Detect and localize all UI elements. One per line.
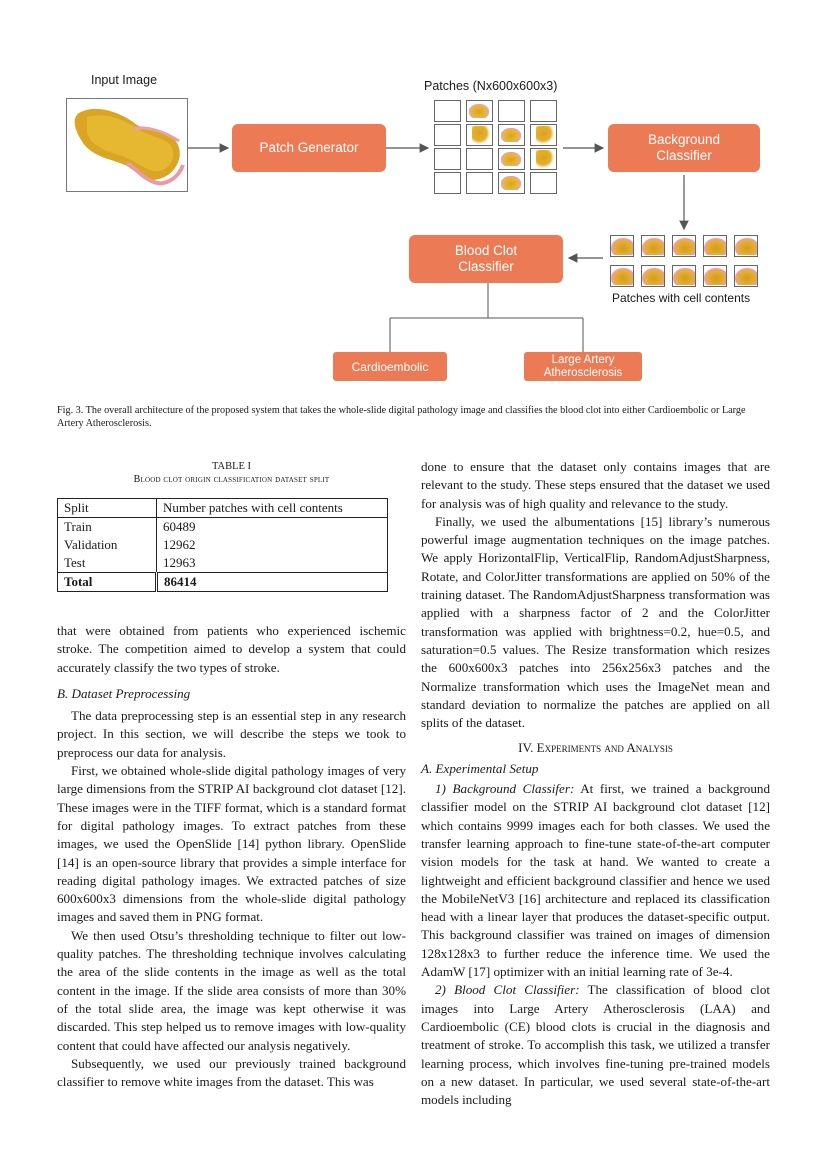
patches-with-cell-label: Patches with cell contents (612, 291, 751, 305)
table-cell: 12962 (163, 537, 196, 552)
table-row (58, 536, 388, 554)
paragraph: We then used Otsu’s thresholding technique to filter out low-quality patches. The thresholding technique involves calculating the area of the slide contents in the image as well as the total content in the image. If the slide area consists of more than 30% of the total slide area, the image was kept otherwise it was discarded. This step helped us to remove images with low-quality content that could have affected our analysis negatively. (57, 927, 406, 1053)
table-header-row (58, 499, 388, 518)
paragraph (421, 780, 770, 981)
paragraph: The data preprocessing step is an essential step in any research project. In this section, we will describe the steps we took to preprocess our data for analysis. (57, 708, 406, 760)
table-cell: Total (58, 573, 157, 592)
paragraph: First, we obtained whole-slide digital pathology images of very large dimensions from the STRIP AI background clot dataset [12]. These images were in the TIFF format, which is a standard format for digital pathology images. To extract patches from these images, we used the OpenSlide [14] python library. OpenSlide [14] is an open-source library that provides a simple interface for reading digital pathology images. We extracted patches of size 600x600x3 dimensions from the whole-slide digital pathology images and saved them in PNG format. (57, 763, 406, 925)
subsection-heading: A. Experimental Setup (421, 760, 539, 776)
section-heading: IV. Experiments and Analysis (518, 740, 673, 756)
background-classifier-box: Background Classifier (608, 124, 760, 172)
flow-arrows (0, 0, 827, 400)
laa-box: Large Artery Atherosclerosis (524, 352, 642, 381)
cell-patches-grid (610, 235, 762, 289)
dataset-split-table (57, 498, 388, 592)
paragraph-body: The classification of blood clot images into Large Artery Atherosclerosis (LAA) and Cardioembolic (CE) blood clots is crucial in the diagnosis and treatment of stroke. To accomplish this task, we utilized a transfer learning process, which involves fine-tuning pre-trained models on a new dataset. In particular, we used several state-of-the-art models including (421, 982, 770, 1108)
patch-generator-box: Patch Generator (232, 124, 386, 172)
figure-caption: Fig. 3. The overall architecture of the proposed system that takes the whole-slide digital pathology image and classifies the blood clot into either Cardioembolic or Large Artery Atherosclerosis. (57, 405, 746, 429)
paragraph-head: 2) Blood Clot Classifier: (435, 982, 580, 998)
table-row (58, 518, 388, 537)
paragraph: Subsequently, we used our previously trained background classifier to remove white images from the dataset. This was (57, 1055, 406, 1090)
table-cell: Test (58, 554, 157, 573)
paragraph: that were obtained from patients who experienced ischemic stroke. The competition aimed to develop a system that could accurately classify the two types of stroke. (57, 623, 406, 675)
table-label: TABLE I (211, 461, 252, 472)
table-cell: Validation (58, 536, 157, 554)
cardioembolic-box: Cardioembolic (333, 352, 447, 381)
blood-clot-classifier-box: Blood Clot Classifier (409, 235, 563, 283)
table-cell: Train (58, 518, 157, 537)
paragraph-body: At first, we trained a background classifier model on the STRIP AI background clot dataset [12] which contains 9999 images each for both classes. We used the transfer learning approach to fine-tune state-of-the-art computer vision models for the task at hand. We wanted to create a lightweight and efficient background classifier and hence we used the MobileNetV3 [16] architecture and replaced its classification head with a linear layer that produces the dataset-specific output. This background classifier was trained on images of dimension 128x128x3 to further reduce the inference time. We used the AdamW [17] optimizer with an initial learning rate of 3e-4. (421, 781, 770, 980)
patches-label: Patches (Nx600x600x3) (424, 79, 558, 93)
table-title: Blood clot origin classification dataset split (133, 474, 330, 485)
paragraph (421, 981, 770, 1109)
table-cell: 86414 (164, 574, 197, 589)
patch-grid (434, 100, 564, 194)
table-cell: 12963 (163, 555, 196, 570)
paragraph: done to ensure that the dataset only contains images that are relevant to the study. These steps ensured that the dataset we used for analysis was of high quality and relevance to the study. (421, 459, 770, 511)
left-column (57, 622, 406, 1091)
section-heading: B. Dataset Preprocessing (57, 685, 191, 701)
right-column (421, 458, 770, 1109)
table-row (58, 554, 388, 573)
table-header-cell: Split (58, 499, 157, 518)
input-image-label: Input Image (91, 73, 158, 87)
paragraph-head: 1) Background Classifer: (435, 781, 575, 797)
table-header-cell: Number patches with cell contents (163, 500, 343, 515)
table-cell: 60489 (163, 519, 196, 534)
paragraph: Finally, we used the albumentations [15] library’s numerous powerful image augmentation techniques on the image patches. We apply HorizontalFlip, VerticalFlip, RandomAdjustSharpness, Rotate, and ColorJitter transformations are applied on 50% of the training dataset. The RandomAdjustSharpness transformation was applied with a sharpness factor of 2 and the ColorJitter transformation was applied with brightness=0.2, hue=0.5, and saturation=0.5 values. The Resize transformation which resizes the 600x600x3 patches into 256x256x3 patches and the Normalize transformation which uses the ImageNet mean and standard deviation to normalize the patches are applied on all splits of the dataset. (421, 513, 770, 731)
table-total-row (58, 573, 388, 592)
